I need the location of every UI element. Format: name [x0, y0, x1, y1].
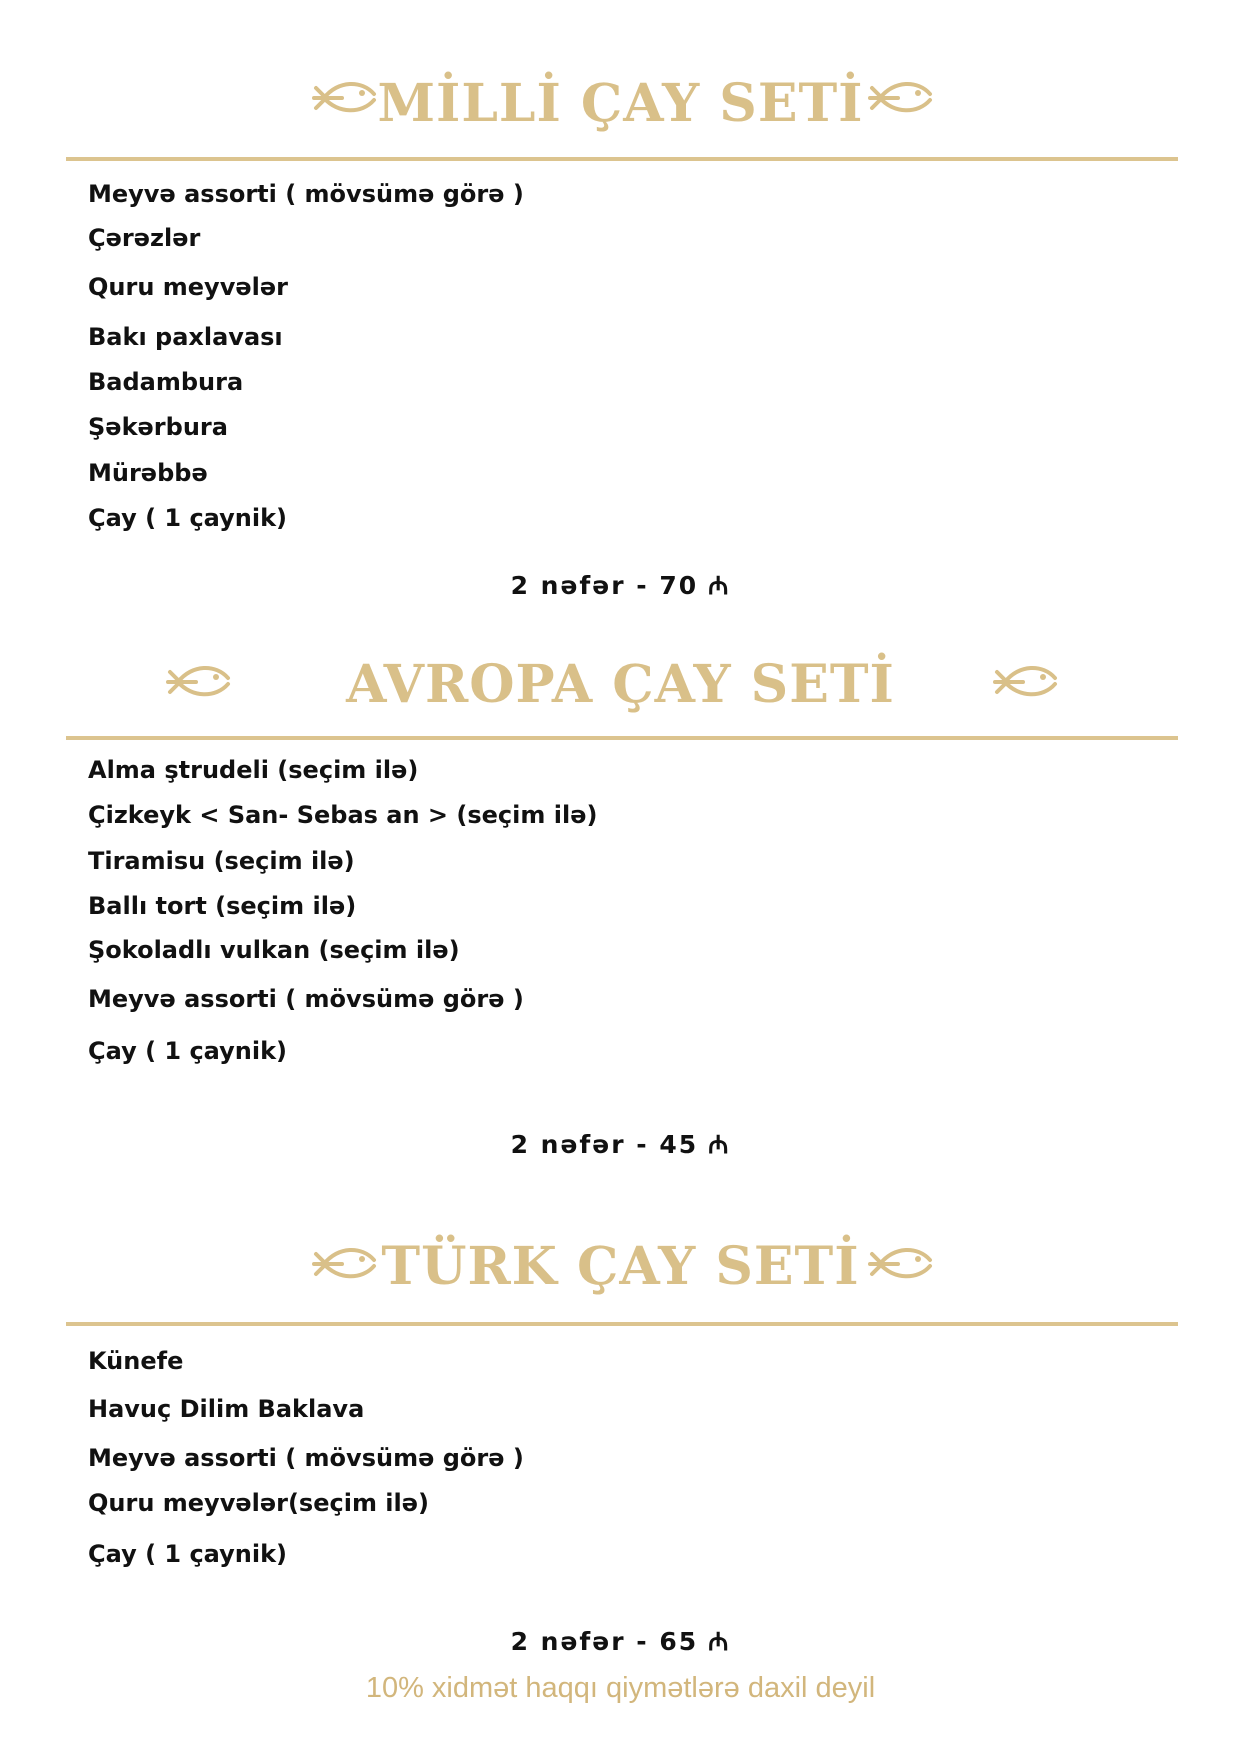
menu-item: Quru meyvələr(seçim ilə)	[88, 1489, 430, 1517]
menu-item: Mürəbbə	[88, 459, 208, 487]
menu-item: Havuç Dilim Baklava	[88, 1395, 365, 1423]
currency-symbol: ₼	[708, 1627, 731, 1656]
currency-symbol: ₼	[708, 1130, 731, 1159]
price-label	[0, 1127, 1241, 1161]
divider	[66, 157, 1178, 161]
price-text: 2 nəfər - 45	[510, 1130, 699, 1159]
fish-icon	[868, 74, 940, 120]
menu-item: Çizkeyk < San- Sebas an > (seçim ilə)	[88, 801, 598, 829]
menu-item: Meyvə assorti ( mövsümə görə )	[88, 985, 524, 1013]
menu-item: Tiramisu (seçim ilə)	[88, 847, 355, 875]
section-title: TÜRK ÇAY SETİ	[381, 1236, 860, 1297]
menu-item: Bakı paxlavası	[88, 323, 283, 351]
price-text: 2 nəfər - 70	[510, 571, 699, 600]
menu-item: Çay ( 1 çaynik)	[88, 1540, 288, 1568]
menu-item: Künefe	[88, 1347, 184, 1375]
fish-icon	[993, 658, 1065, 704]
menu-item: Meyvə assorti ( mövsümə görə )	[88, 180, 524, 208]
divider	[66, 736, 1178, 740]
price-label	[0, 1624, 1241, 1658]
menu-item: Quru meyvələr	[88, 273, 288, 301]
menu-item: Alma ştrudeli (seçim ilə)	[88, 756, 419, 784]
footer-note: 10% xidmət haqqı qiymətlərə daxil deyil	[365, 1672, 876, 1704]
menu-item: Çay ( 1 çaynik)	[88, 1037, 288, 1065]
menu-item: Şokoladlı vulkan (seçim ilə)	[88, 936, 460, 964]
menu-item: Çay ( 1 çaynik)	[88, 504, 288, 532]
menu-item: Şəkərbura	[88, 413, 228, 441]
section-title: MİLLİ ÇAY SETİ	[377, 73, 864, 134]
price-text: 2 nəfər - 65	[510, 1627, 699, 1656]
fish-icon	[868, 1240, 940, 1286]
price-label	[0, 568, 1241, 602]
currency-symbol: ₼	[708, 571, 731, 600]
menu-item: Meyvə assorti ( mövsümə görə )	[88, 1444, 524, 1472]
menu-item: Çərəzlər	[88, 224, 201, 252]
menu-item: Ballı tort (seçim ilə)	[88, 892, 357, 920]
menu-item: Badambura	[88, 368, 244, 396]
divider	[66, 1322, 1178, 1326]
section-title: AVROPA ÇAY SETİ	[346, 654, 895, 715]
